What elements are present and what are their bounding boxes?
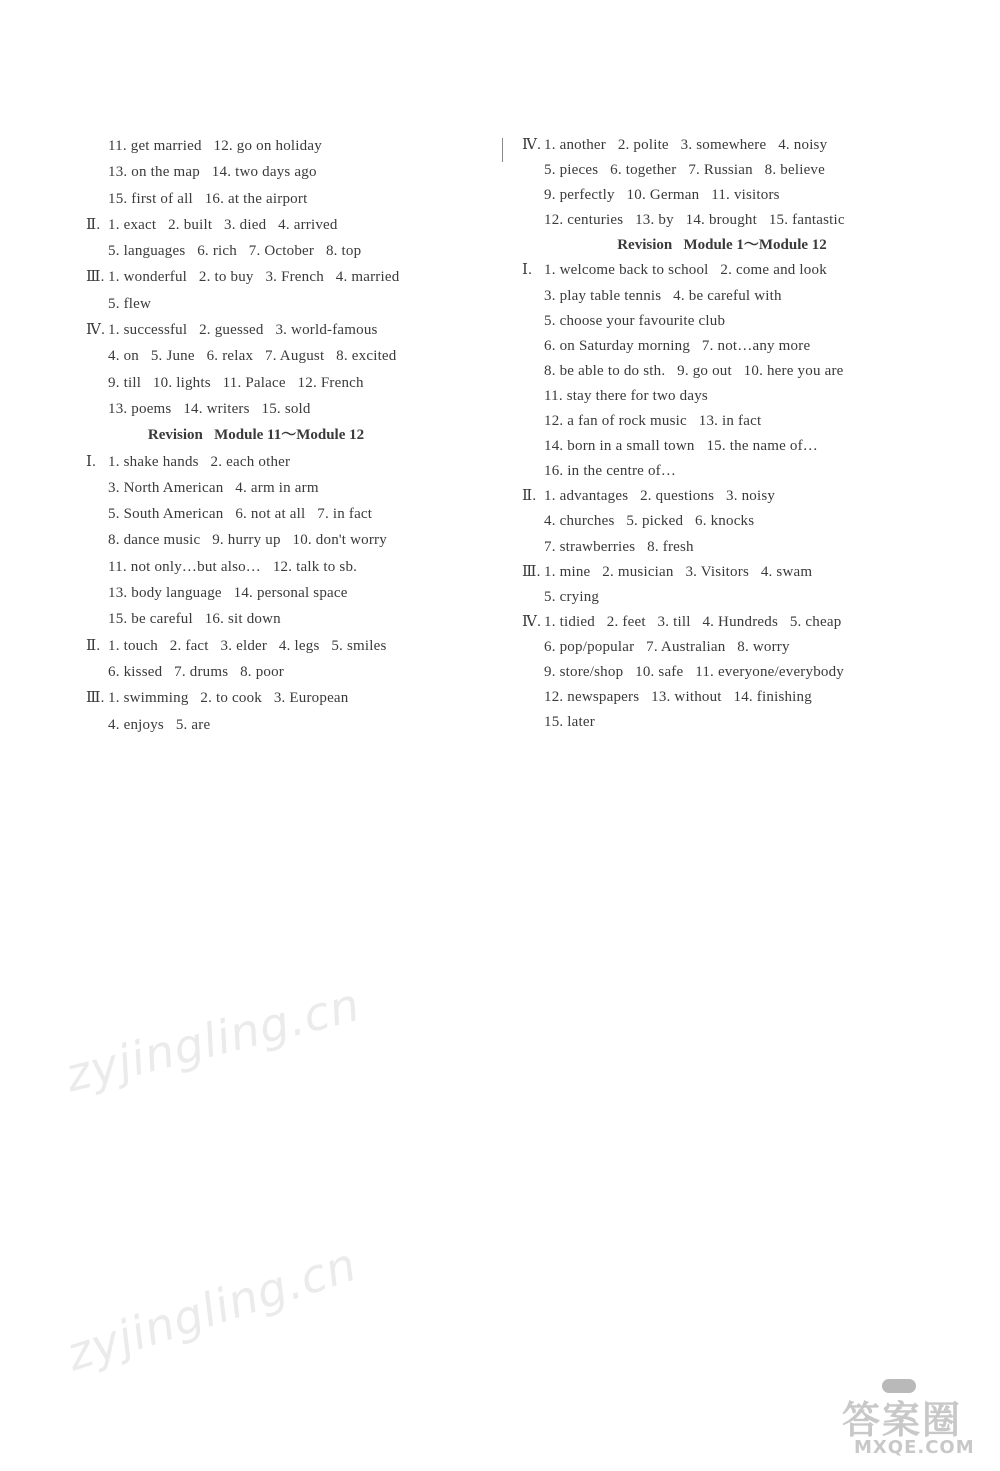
answer-line	[86, 317, 486, 343]
answer-text: 9. till 10. lights 11. Palace 12. French	[108, 374, 364, 391]
answer-line	[86, 370, 486, 396]
section-number: Ⅰ.	[522, 262, 533, 279]
site-logo	[832, 1379, 982, 1459]
answer-column-left	[86, 133, 486, 738]
answer-text: 1. advantages 2. questions 3. noisy	[544, 488, 776, 505]
answer-line	[522, 208, 942, 233]
answer-text: 13. poems 14. writers 15. sold	[108, 400, 311, 417]
answer-line	[522, 585, 942, 610]
answer-text: 16. in the centre of…	[544, 463, 677, 480]
answer-line	[86, 475, 486, 501]
answer-line	[86, 343, 486, 369]
logo-url: MXQE.COM	[854, 1437, 975, 1458]
watermark-top: zyjingling.cn	[60, 977, 366, 1103]
answer-line	[522, 484, 942, 509]
answer-line	[522, 334, 942, 359]
section-number: Ⅲ.	[522, 563, 541, 580]
answer-text: 3. play table tennis 4. be careful with	[544, 287, 782, 304]
answer-line	[522, 459, 942, 484]
answer-text: 4. enjoys 5. are	[108, 716, 211, 733]
answer-text: 11. stay there for two days	[544, 387, 708, 404]
answer-text: 1. exact 2. built 3. died 4. arrived	[108, 216, 338, 233]
answer-line	[86, 633, 486, 659]
section-number: Ⅲ.	[86, 690, 105, 707]
answer-line	[86, 133, 486, 159]
answer-text: 5. flew	[108, 295, 152, 312]
answer-text: 13. on the map 14. two days ago	[108, 164, 317, 181]
answer-text: 12. centuries 13. by 14. brought 15. fantastic	[544, 212, 845, 229]
answer-text: 4. churches 5. picked 6. knocks	[544, 513, 755, 530]
answer-text: 15. first of all 16. at the airport	[108, 190, 308, 207]
answer-text: 1. mine 2. musician 3. Visitors 4. swam	[544, 563, 813, 580]
answer-column-right	[522, 133, 942, 735]
answer-text: 7. strawberries 8. fresh	[544, 538, 694, 555]
answer-text: 9. perfectly 10. German 11. visitors	[544, 187, 780, 204]
answer-line	[86, 606, 486, 632]
answer-text: 5. crying	[544, 588, 600, 605]
answer-line	[522, 183, 942, 208]
answer-line	[86, 449, 486, 475]
answer-line	[86, 527, 486, 553]
answer-line	[522, 409, 942, 434]
answer-text: 11. not only…but also… 12. talk to sb.	[108, 558, 358, 575]
answer-text: 1. another 2. polite 3. somewhere 4. noisy	[544, 137, 828, 153]
answer-line	[86, 264, 486, 290]
answer-line	[86, 238, 486, 264]
answer-text: 4. on 5. June 6. relax 7. August 8. excited	[108, 348, 397, 365]
answer-line	[86, 186, 486, 212]
section-number: Ⅳ.	[522, 137, 542, 153]
answer-text: 1. welcome back to school 2. come and look	[544, 262, 827, 279]
answer-text: 12. a fan of rock music 13. in fact	[544, 413, 762, 430]
answer-text: 14. born in a small town 15. the name of…	[544, 438, 818, 455]
answer-line	[522, 434, 942, 459]
answer-line	[86, 212, 486, 238]
section-number: Ⅱ.	[86, 637, 101, 654]
answer-line	[86, 396, 486, 422]
answer-text: 11. get married 12. go on holiday	[108, 138, 322, 154]
answer-text: 6. kissed 7. drums 8. poor	[108, 663, 284, 680]
answer-text: 3. North American 4. arm in arm	[108, 479, 319, 496]
logo-title: 答案圈	[842, 1398, 963, 1442]
answer-line	[522, 660, 942, 685]
answer-line	[522, 535, 942, 560]
section-number: Ⅰ.	[86, 453, 97, 470]
answer-line	[86, 554, 486, 580]
answer-text: 1. successful 2. guessed 3. world-famous	[108, 322, 378, 339]
section-heading: Revision Module 1～Module 12	[617, 237, 827, 254]
answer-line	[522, 710, 942, 735]
answer-text: 6. pop/popular 7. Australian 8. worry	[544, 638, 790, 655]
answer-line	[522, 258, 942, 283]
answer-text: 8. be able to do sth. 9. go out 10. here you are	[544, 362, 844, 379]
answer-line	[522, 685, 942, 710]
section-number: Ⅲ.	[86, 269, 105, 286]
answer-text: 1. swimming 2. to cook 3. European	[108, 690, 349, 707]
answer-text: 13. body language 14. personal space	[108, 585, 348, 602]
answer-line	[522, 384, 942, 409]
answer-line	[522, 560, 942, 585]
section-heading: Revision Module 11～Module 12	[147, 427, 365, 444]
answer-text: 1. shake hands 2. each other	[108, 453, 291, 470]
section-number: Ⅱ.	[86, 216, 101, 233]
answer-line	[522, 309, 942, 334]
answer-text: 15. be careful 16. sit down	[108, 611, 281, 628]
section-number: Ⅳ.	[522, 613, 542, 630]
section-number: Ⅱ.	[522, 488, 537, 505]
column-divider	[502, 138, 503, 162]
answer-text: 15. later	[544, 714, 595, 731]
answer-text: 5. languages 6. rich 7. October 8. top	[108, 243, 362, 260]
answer-line	[522, 509, 942, 534]
answer-text: 9. store/shop 10. safe 11. everyone/everybody	[544, 663, 845, 680]
answer-text: 12. newspapers 13. without 14. finishing	[544, 689, 812, 706]
answer-text: 1. touch 2. fact 3. elder 4. legs 5. smiles	[108, 637, 387, 654]
answer-line	[86, 580, 486, 606]
answer-line	[86, 291, 486, 317]
answer-text: 8. dance music 9. hurry up 10. don't worry	[108, 532, 387, 549]
answer-text: 5. choose your favourite club	[544, 312, 726, 329]
answer-line	[522, 610, 942, 635]
answer-line	[522, 133, 942, 158]
answer-line	[86, 159, 486, 185]
answer-line	[86, 501, 486, 527]
answer-line	[522, 359, 942, 384]
answer-line	[86, 712, 486, 738]
answer-line	[86, 685, 486, 711]
section-number: Ⅳ.	[86, 322, 106, 339]
answer-text: 5. South American 6. not at all 7. in fact	[108, 506, 373, 523]
answer-text: 1. tidied 2. feet 3. till 4. Hundreds 5. cheap	[544, 613, 842, 630]
answer-line	[86, 659, 486, 685]
watermark-bottom: zyjingling.cn	[60, 1236, 364, 1382]
answer-line	[522, 284, 942, 309]
answer-text: 1. wonderful 2. to buy 3. French 4. married	[108, 269, 400, 286]
answer-text: 5. pieces 6. together 7. Russian 8. believe	[544, 162, 825, 179]
answer-line	[522, 158, 942, 183]
answer-text: 6. on Saturday morning 7. not…any more	[544, 337, 811, 354]
answer-line	[522, 635, 942, 660]
